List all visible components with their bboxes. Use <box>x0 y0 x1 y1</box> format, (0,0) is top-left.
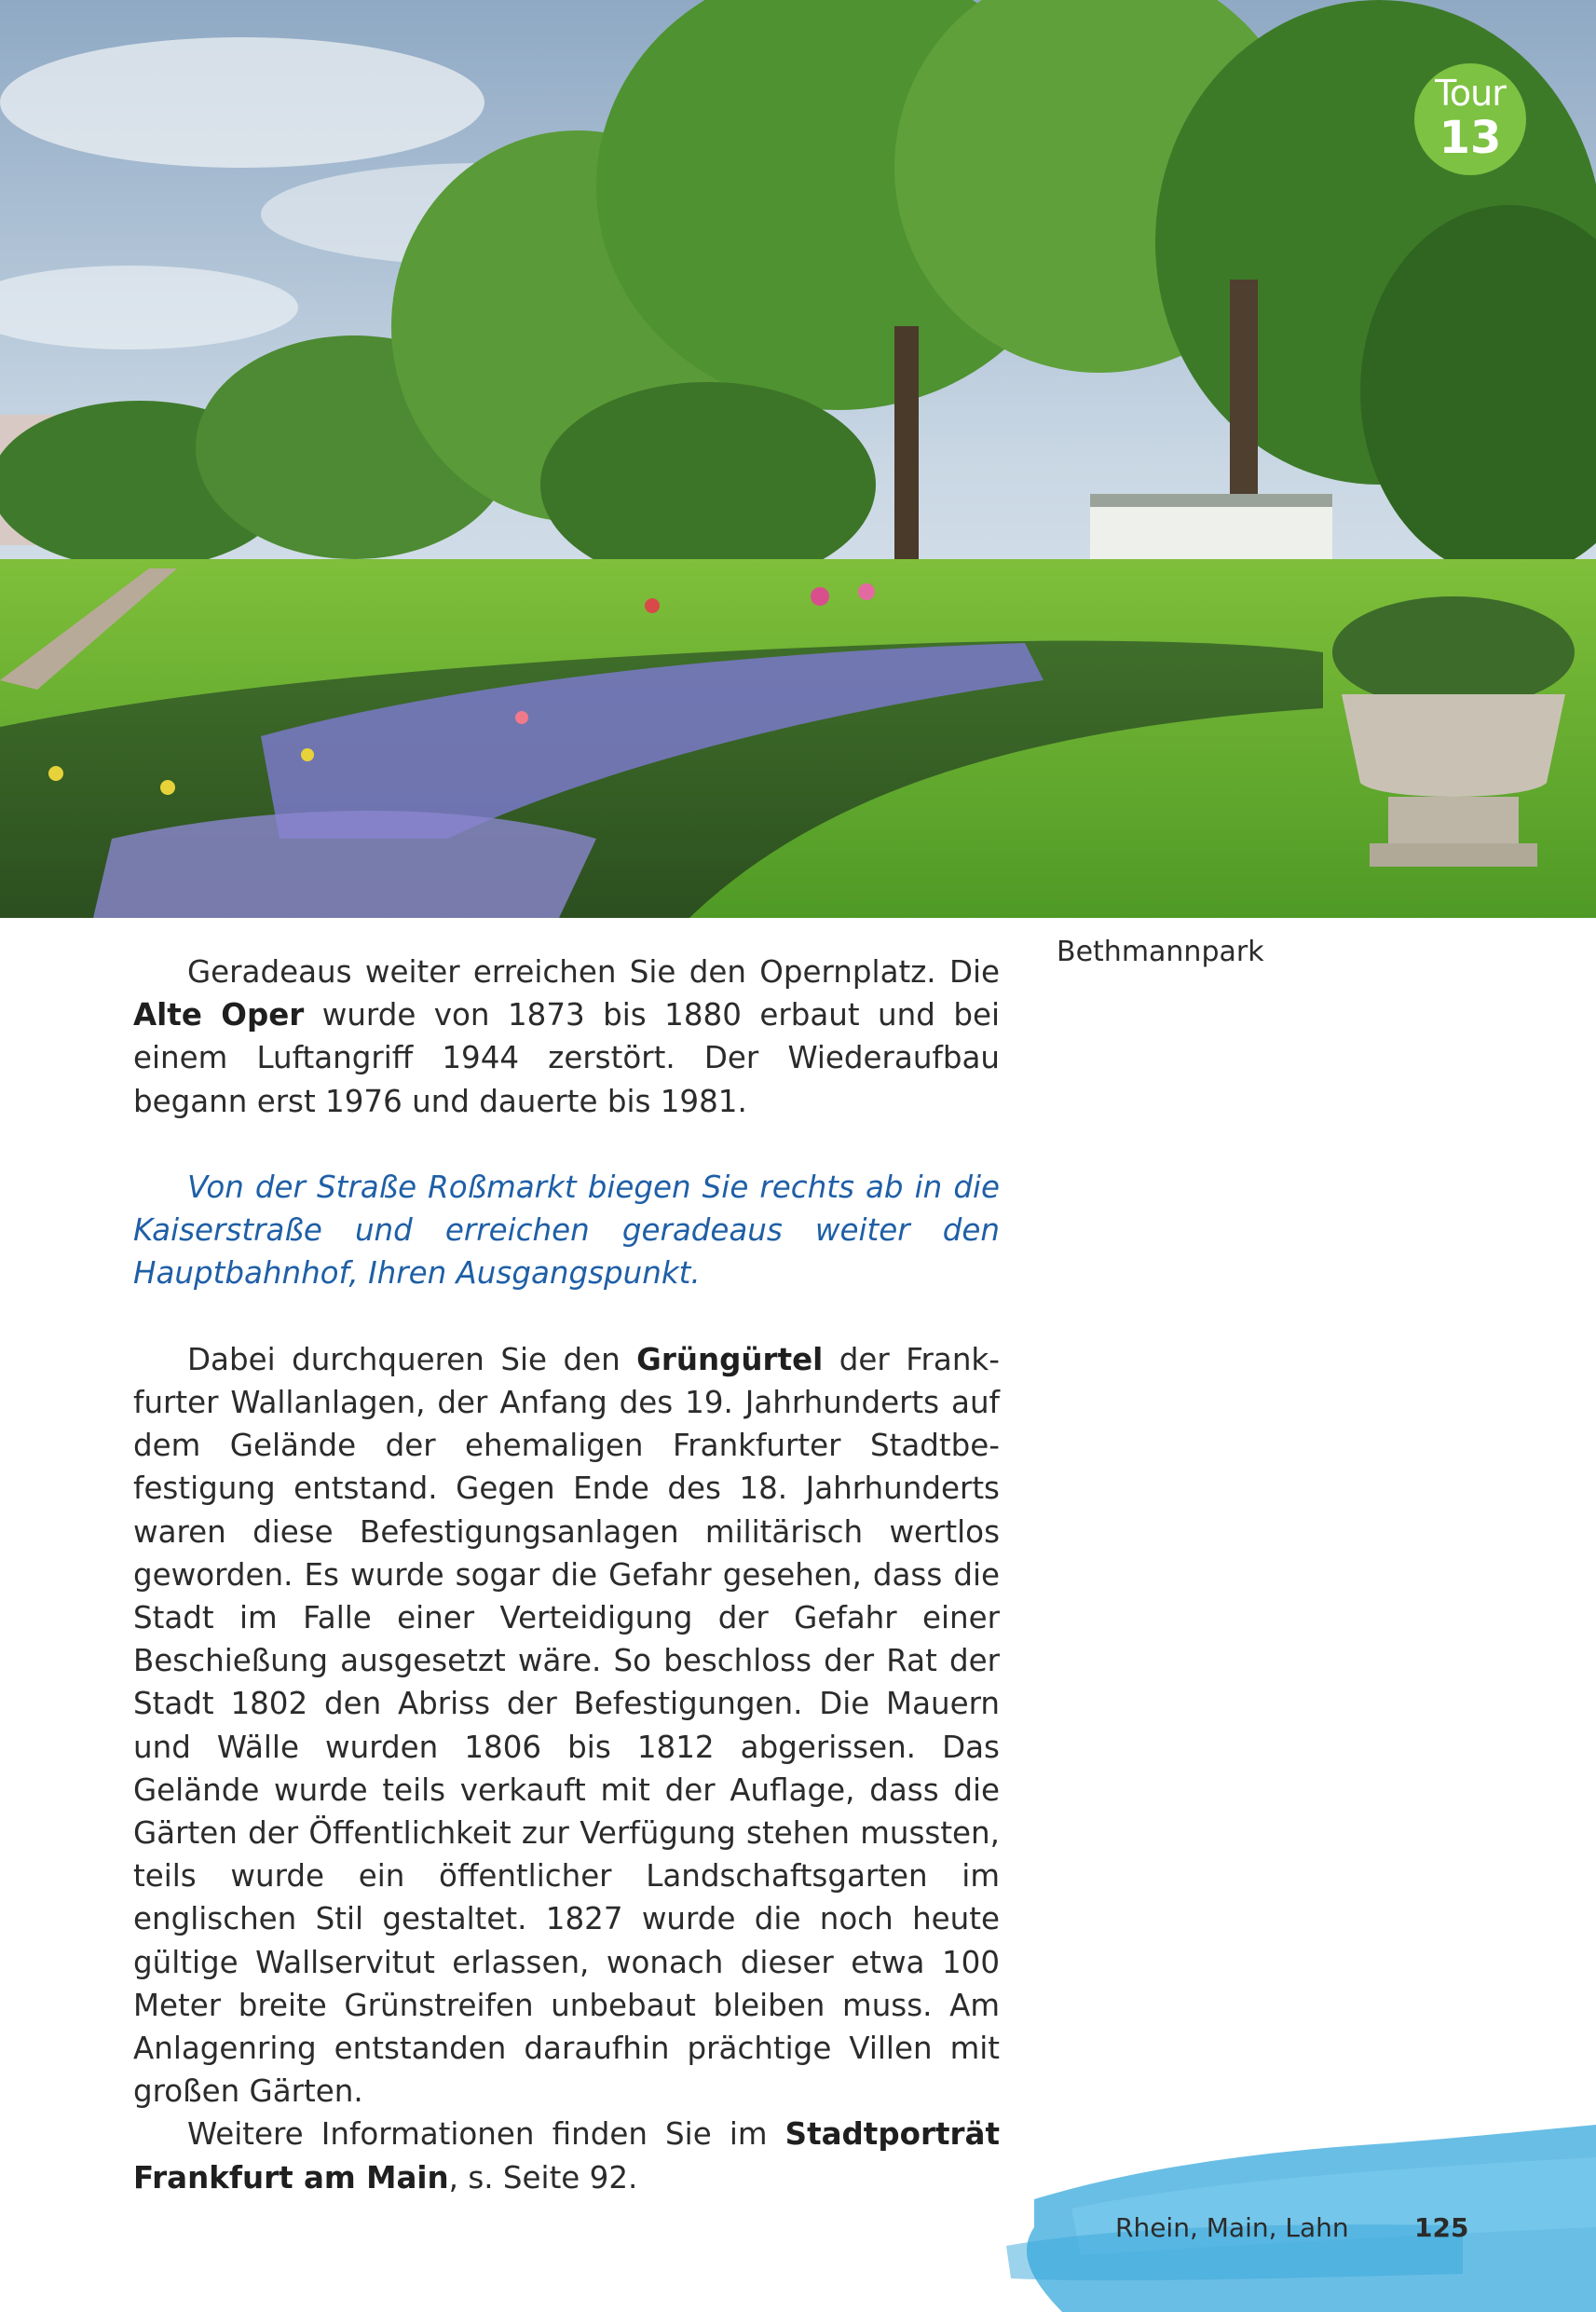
park-photo <box>0 0 1596 918</box>
paragraph-more-info: Weitere Informationen finden Sie im Stadtporträt Frankfurt am Main, s. Seite 92. <box>133 2116 1000 2196</box>
paragraph-gruenguertel: Dabei durchqueren Sie den Grüngürtel der Frankfurter Wallanlagen, der Anfang des 19. Jahrhunderts auf dem Gelände der ehemaligen Frankfurter Stadtbefestigung entstand. Gegen Ende des 18. Jahrhunderts waren diese Befestigungsanlagen militärisch wertlos geworden. Es wurde sogar die Gefahr gesehen, dass die Stadt im Falle einer Verteidigung der Gefahr einer Beschießung ausgesetzt wäre. So beschloss der Rat der Stadt 1802 den Abriss der Befestigungen. Die Mauern und Wälle wurden 1806 bis 1812 abgerissen. Das Gelände wurde teils verkauft mit der Auflage, dass die Gärten der Öffentlichkeit zur Verfügung stehen mussten, teils wurde ein öffentlicher Landschaftsgarten im englischen Stil gestaltet. 1827 wurde die noch heute gültige Wallservitut erlassen, wonach dieser etwa 100 Meter breite Grünstreifen unbebaut bleiben muss. Am Anlagenring entstanden daraufhin prächtige Villen mit großen Gärten. <box>133 1341 1000 2110</box>
tour-number: 13 <box>1439 112 1502 164</box>
footer-region-name: Rhein, Main, Lahn <box>1115 2212 1349 2243</box>
route-instruction: Von der Straße Roßmarkt biegen Sie rechts ab in die Kaiserstraße und erreichen geradeaus weiter den Hauptbahnhof, Ihren Ausgangspunkt. <box>133 1170 1000 1292</box>
page-number: 125 <box>1414 2212 1469 2243</box>
body-text <box>133 951 1000 2199</box>
photo-caption: Bethmannpark <box>1057 936 1264 968</box>
paragraph-opernplatz: Geradeaus weiter erreichen Sie den Opernplatz. Die Alte Oper wurde von 1873 bis 1880 erbaut und bei einem Luftangriff 1944 zerstört. Der Wiederaufbau begann erst 1976 und dauerte bis 1981. <box>133 954 1000 1119</box>
term-alte-oper: Alte Oper <box>133 997 305 1033</box>
tour-badge <box>1414 63 1526 175</box>
term-gruenguertel: Grüngürtel <box>636 1341 824 1377</box>
tour-label: Tour <box>1435 73 1506 114</box>
term-stadtportraet: Stadtporträt Frankfurt am Main <box>133 2116 1000 2196</box>
